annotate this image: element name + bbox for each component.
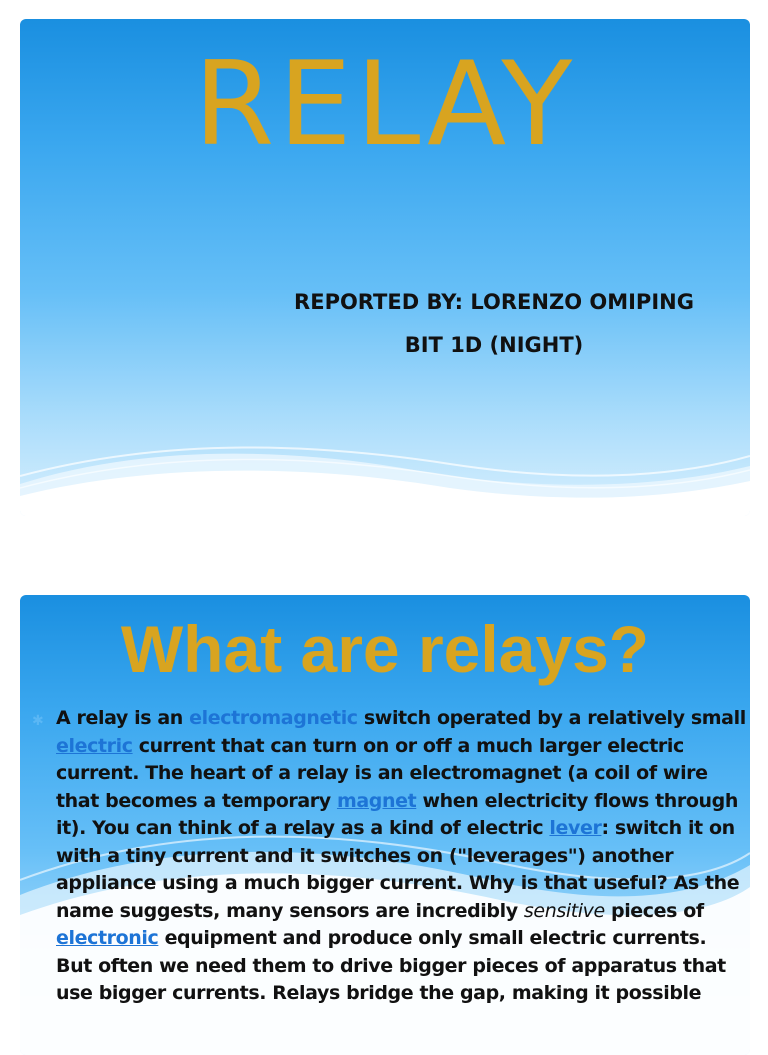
title-slide: [20, 19, 750, 516]
bullet-star-icon: ✱: [32, 713, 44, 729]
wave-decoration: [20, 426, 750, 516]
text-run: when electricity flows through it). You can think of a relay as a kind of electric: [56, 789, 738, 839]
text-run: current that can turn on or off a much larger electric current. The heart of a relay is an electromagnet (a coil of wire that becomes a temporary: [56, 734, 708, 812]
link-electric[interactable]: electric: [56, 734, 133, 757]
text-run: switch operated by a relatively small: [357, 707, 746, 729]
text-run: : switch it on with a tiny current and it switches on ("leverages") another appliance using a much bigger current. Why is that useful? As the name suggests, many sensors are incredibly: [56, 817, 740, 922]
text-run: equipment and produce only small electric currents. But often we need them to drive bigger pieces of apparatus that use bigger currents. Relays bridge the gap, making it possible: [56, 927, 726, 1004]
link-lever[interactable]: lever: [549, 817, 602, 839]
section-line: BIT 1D (NIGHT): [404, 333, 584, 357]
relay-description: [56, 705, 746, 1008]
slide-heading: What are relays?: [120, 612, 650, 686]
content-slide: [20, 595, 750, 1055]
reporter-line: REPORTED BY: LORENZO OMIPING: [294, 290, 694, 314]
slide-title: RELAY: [193, 37, 577, 172]
text-run: A relay is an: [56, 707, 190, 729]
link-electronic[interactable]: electronic: [56, 927, 159, 949]
text-run: pieces of: [604, 899, 704, 922]
emphasis-sensitive: sensitive: [523, 899, 605, 922]
link-magnet[interactable]: magnet: [336, 789, 417, 812]
keyword-electromagnetic: electromagnetic: [189, 707, 358, 729]
